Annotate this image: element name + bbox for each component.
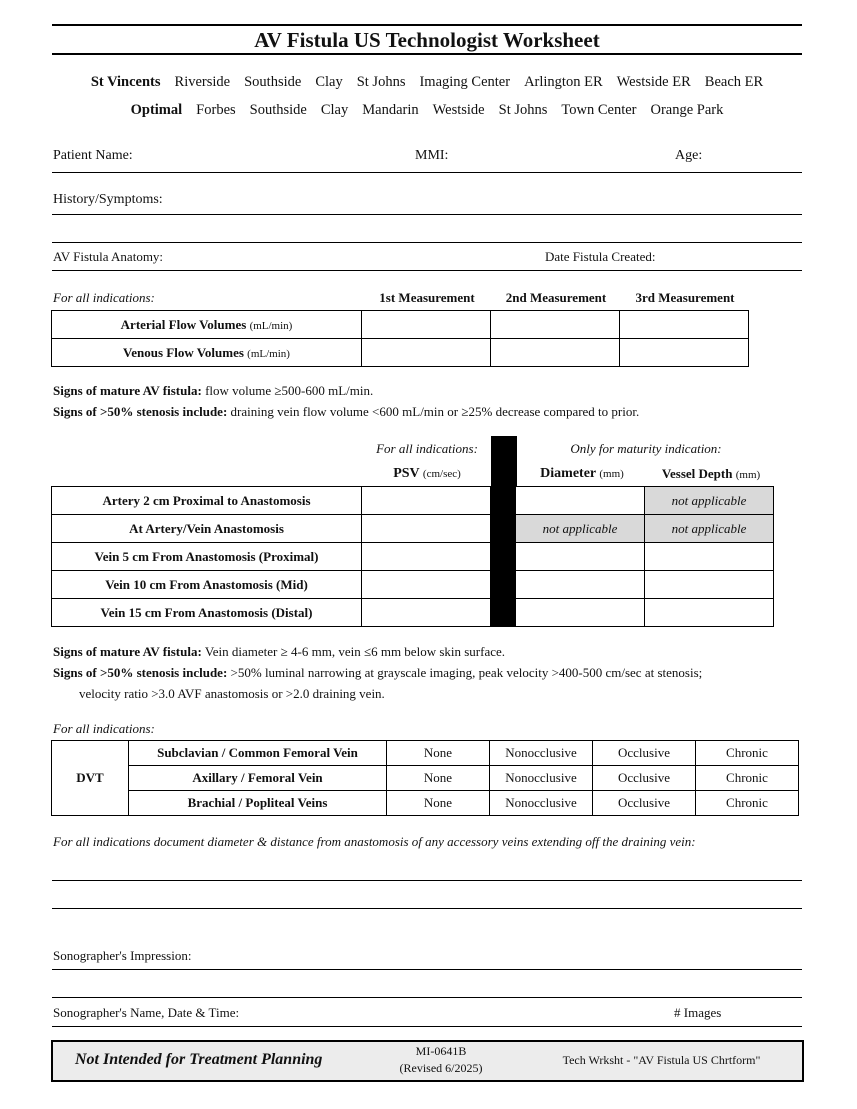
location-item[interactable]: Beach ER [704, 74, 764, 90]
table-row [52, 515, 774, 543]
dvt-option-occlusive[interactable]: Occlusive [593, 766, 696, 791]
accessory-field-line[interactable] [52, 880, 802, 881]
impression-field-line[interactable] [52, 969, 802, 970]
diameter-na-cell: not applicable [516, 515, 645, 543]
psv-row-label: Vein 10 cm From Anastomosis (Mid) [52, 571, 362, 599]
location-item[interactable]: Mandarin [362, 102, 419, 118]
impression-field-line-2[interactable] [52, 997, 802, 998]
psv-cell[interactable] [362, 571, 491, 599]
location-item[interactable]: Imaging Center [419, 74, 511, 90]
title-bottom-rule [52, 53, 802, 55]
table-row [52, 571, 774, 599]
table-row [52, 311, 749, 339]
diameter-header: Diameter (mm) [540, 466, 624, 481]
divider-cell [491, 599, 516, 627]
table-row [52, 543, 774, 571]
history-field-line[interactable] [52, 214, 802, 215]
age-label: Age: [675, 148, 703, 163]
psv-cell[interactable] [362, 543, 491, 571]
form-revision: (Revised 6/2025) [399, 1061, 483, 1075]
location-item[interactable]: Southside [249, 102, 307, 118]
psv-header: PSV (cm/sec) [393, 466, 461, 481]
psv-cell[interactable] [362, 515, 491, 543]
form-name: Tech Wrksht - "AV Fistula US Chrtform" [562, 1053, 761, 1067]
flow-intro: For all indications: [53, 290, 155, 305]
location-brand[interactable]: Optimal [130, 102, 183, 118]
diameter-cell[interactable] [516, 599, 645, 627]
sonographer-label: Sonographer's Name, Date & Time: [53, 1005, 240, 1020]
footer-box [51, 1040, 804, 1082]
dvt-option-chronic[interactable]: Chronic [696, 741, 799, 766]
history-field-line-2[interactable] [52, 242, 802, 243]
dvt-option-none[interactable]: None [387, 766, 490, 791]
sonographer-field-line[interactable] [52, 1026, 802, 1027]
flow-row-label: Venous Flow Volumes (mL/min) [52, 339, 362, 367]
title-top-rule [52, 24, 802, 26]
dvt-option-nonocclusive[interactable]: Nonocclusive [490, 766, 593, 791]
location-item[interactable]: Clay [320, 102, 349, 118]
dvt-option-none[interactable]: None [387, 741, 490, 766]
location-item[interactable]: Westside ER [616, 74, 691, 90]
diameter-cell[interactable] [516, 487, 645, 515]
location-item[interactable]: Arlington ER [524, 74, 603, 90]
flow-row-label: Arterial Flow Volumes (mL/min) [52, 311, 362, 339]
dvt-row-label: Brachial / Popliteal Veins [129, 791, 387, 816]
diameter-cell[interactable] [516, 571, 645, 599]
psv-table [51, 486, 774, 627]
dvt-option-occlusive[interactable]: Occlusive [593, 741, 696, 766]
locations-optimal [52, 102, 802, 119]
location-item[interactable]: Orange Park [650, 102, 724, 118]
divider-cell [491, 515, 516, 543]
flow-cell[interactable] [362, 339, 491, 367]
dvt-intro: For all indications: [53, 721, 155, 736]
dvt-label: DVT [52, 741, 129, 816]
flow-note-mature: Signs of mature AV fistula: flow volume ≥500-600 mL/min. [53, 383, 374, 398]
maturity-intro: Only for maturity indication: [570, 441, 722, 456]
location-item[interactable]: Forbes [196, 102, 236, 118]
flow-note-stenosis: Signs of >50% stenosis include: draining vein flow volume <600 mL/min or ≥25% decrease compared to prior. [53, 404, 640, 419]
divider-cell [491, 571, 516, 599]
table-row [52, 766, 799, 791]
mmi-label: MMI: [415, 148, 449, 163]
dvt-option-nonocclusive[interactable]: Nonocclusive [490, 741, 593, 766]
table-row [52, 791, 799, 816]
table-row [52, 599, 774, 627]
flow-cell[interactable] [362, 311, 491, 339]
dvt-row-label: Subclavian / Common Femoral Vein [129, 741, 387, 766]
dvt-option-nonocclusive[interactable]: Nonocclusive [490, 791, 593, 816]
diameter-cell[interactable] [516, 543, 645, 571]
dvt-option-occlusive[interactable]: Occlusive [593, 791, 696, 816]
flow-header-2: 2nd Measurement [505, 290, 607, 305]
flow-header-1: 1st Measurement [379, 290, 475, 305]
divider-cell [491, 543, 516, 571]
dvt-option-chronic[interactable]: Chronic [696, 791, 799, 816]
flow-cell[interactable] [491, 339, 620, 367]
depth-na-cell: not applicable [645, 515, 774, 543]
psv-cell[interactable] [362, 599, 491, 627]
flow-cell[interactable] [491, 311, 620, 339]
psv-row-label: Artery 2 cm Proximal to Anastomosis [52, 487, 362, 515]
location-item[interactable]: Westside [432, 102, 485, 118]
location-item[interactable]: St Johns [356, 74, 406, 90]
location-item[interactable]: Southside [244, 74, 302, 90]
flow-cell[interactable] [620, 339, 749, 367]
dvt-row-label: Axillary / Femoral Vein [129, 766, 387, 791]
images-label: # Images [674, 1005, 722, 1020]
anatomy-label: AV Fistula Anatomy: [53, 249, 164, 264]
locations-st-vincents [52, 74, 802, 91]
flow-volume-table [51, 310, 749, 367]
psv-intro: For all indications: [376, 441, 478, 456]
form-code: MI-0641B [415, 1044, 467, 1058]
dvt-option-chronic[interactable]: Chronic [696, 766, 799, 791]
accessory-field-line-2[interactable] [52, 908, 802, 909]
psv-note-stenosis: Signs of >50% stenosis include: >50% luminal narrowing at grayscale imaging, peak velocity >400-500 cm/sec at stenosis; [53, 665, 703, 680]
divider-cell [491, 487, 516, 515]
patient-name-label: Patient Name: [53, 148, 133, 163]
table-row [52, 339, 749, 367]
psv-row-label: Vein 5 cm From Anastomosis (Proximal) [52, 543, 362, 571]
psv-cell[interactable] [362, 487, 491, 515]
anatomy-field-line[interactable] [52, 270, 802, 271]
accessory-note: For all indications document diameter & distance from anastomosis of any accessory veins extending off the draining vein: [53, 834, 696, 849]
psv-note-mature: Signs of mature AV fistula: Vein diameter ≥ 4-6 mm, vein ≤6 mm below skin surface. [53, 644, 506, 659]
location-item[interactable]: St Johns [498, 102, 548, 118]
location-item[interactable]: Riverside [174, 74, 231, 90]
dvt-option-none[interactable]: None [387, 791, 490, 816]
depth-cell[interactable] [645, 599, 774, 627]
table-row [52, 487, 774, 515]
table-row [52, 741, 799, 766]
impression-label: Sonographer's Impression: [53, 948, 192, 963]
divider-bar [491, 436, 517, 486]
depth-header: Vessel Depth (mm) [661, 466, 761, 481]
dvt-table [51, 740, 799, 816]
location-brand[interactable]: St Vincents [90, 74, 161, 90]
psv-note-ratio: velocity ratio >3.0 AVF anastomosis or >2.0 draining vein. [79, 686, 385, 701]
depth-cell[interactable] [645, 571, 774, 599]
psv-row-label: Vein 15 cm From Anastomosis (Distal) [52, 599, 362, 627]
flow-header-3: 3rd Measurement [635, 290, 735, 305]
psv-row-label: At Artery/Vein Anastomosis [52, 515, 362, 543]
date-created-label: Date Fistula Created: [545, 249, 656, 264]
flow-cell[interactable] [620, 311, 749, 339]
history-label: History/Symptoms: [53, 192, 163, 207]
depth-cell[interactable] [645, 543, 774, 571]
page-title: AV Fistula US Technologist Worksheet [254, 28, 600, 52]
depth-na-cell: not applicable [645, 487, 774, 515]
location-item[interactable]: Town Center [561, 102, 637, 118]
treatment-warning: Not Intended for Treatment Planning [75, 1051, 323, 1068]
patient-field-line[interactable] [52, 172, 802, 173]
location-item[interactable]: Clay [315, 74, 343, 90]
